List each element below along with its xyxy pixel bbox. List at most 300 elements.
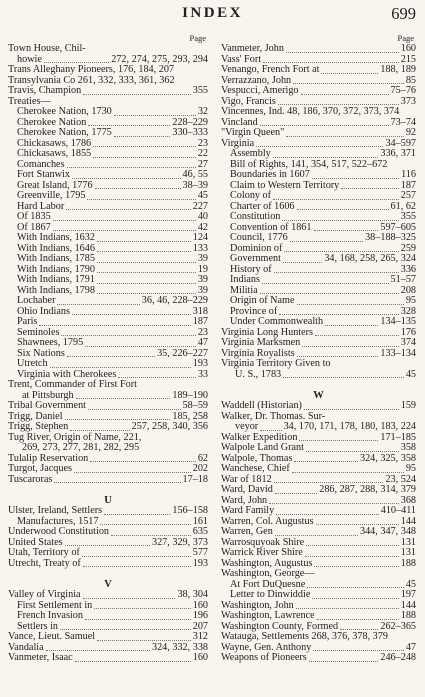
entry-label: Boundaries in 1607: [230, 169, 310, 180]
entry-page-refs: 215: [400, 53, 416, 65]
entry-label: Lochaber: [17, 295, 56, 306]
index-entry: [8, 44, 208, 55]
dot-leader: [316, 524, 399, 525]
entry-label: History of: [230, 263, 272, 275]
entry-page-refs: 47: [405, 641, 416, 653]
dot-leader: [274, 272, 399, 273]
index-entry: [8, 527, 208, 538]
entry-label: Vincland: [221, 116, 258, 128]
entry-page-refs: 228–229: [172, 116, 208, 128]
entry-page-refs: 116: [401, 169, 416, 180]
index-entry: [8, 317, 208, 328]
dot-leader: [307, 587, 404, 588]
index-entry: [8, 401, 208, 412]
entry-label: Washington, George—: [221, 568, 315, 579]
index-entry: [8, 149, 208, 160]
entry-label: Paris: [17, 316, 38, 327]
index-entry: [221, 443, 416, 454]
index-entry: [8, 380, 208, 391]
dot-leader: [269, 503, 399, 504]
entry-label: Washington, Lawrence: [221, 610, 315, 621]
entry-label: Tug River, Origin of Name, 221,: [8, 431, 142, 443]
entry-page-refs: 597–605: [380, 221, 416, 233]
entry-page-refs: 61, 62: [390, 200, 416, 212]
entry-label: French Invasion: [17, 610, 83, 621]
index-entry: [221, 191, 416, 202]
dot-leader: [87, 199, 195, 200]
dot-leader: [53, 220, 196, 221]
dot-leader: [341, 188, 398, 189]
entry-label: Fort Stanwix: [17, 169, 70, 180]
entry-label: Trent, Commander of First Fort: [8, 379, 137, 390]
entry-label: With Indians, 1646: [17, 242, 95, 254]
dot-leader: [75, 661, 191, 662]
index-entry: [8, 548, 208, 559]
dot-leader: [283, 262, 322, 263]
dot-leader: [94, 608, 190, 609]
entry-label: Venango, French Fort at: [221, 64, 320, 75]
index-entry: [8, 307, 208, 318]
dot-leader: [304, 409, 399, 410]
entry-page-refs: 202: [192, 463, 208, 474]
entry-label: Cherokee Nation: [17, 116, 87, 128]
entry-page-refs: 19: [197, 263, 208, 275]
index-entry: [8, 611, 208, 622]
entry-label: Charter of 1606: [230, 200, 295, 212]
dot-leader: [97, 272, 196, 273]
dot-leader: [83, 566, 191, 567]
entry-label: Province of: [230, 305, 278, 317]
entry-page-refs: 45: [197, 190, 208, 201]
entry-page-refs: 188: [400, 557, 416, 569]
entry-label: Wanchese, Chief: [221, 463, 290, 474]
entry-label: Trans Alleghany Pioneers, 176, 184, 207: [8, 64, 175, 75]
entry-label: Settlers in: [17, 620, 59, 632]
index-entry: [221, 149, 416, 160]
index-entry: [8, 128, 208, 139]
entry-label: Warren, Gen: [221, 526, 273, 537]
page-title: INDEX: [182, 5, 243, 21]
dot-leader: [290, 241, 363, 242]
dot-leader: [67, 356, 155, 357]
entry-page-refs: 160: [192, 652, 208, 663]
entry-page-refs: 34–597: [385, 137, 416, 149]
dot-leader: [44, 62, 109, 63]
entry-label: Trigg, Daniel: [8, 410, 63, 422]
dot-leader: [93, 146, 196, 147]
index-entry: [221, 485, 416, 496]
entry-page-refs: 189–190: [172, 389, 208, 401]
entry-label: Vass' Fort: [221, 53, 262, 65]
index-entry: [8, 86, 208, 97]
entry-page-refs: 259: [400, 242, 416, 254]
dot-leader: [66, 209, 190, 210]
index-entry: [8, 191, 208, 202]
entry-label: Walpole Land Grant: [221, 442, 304, 453]
dot-leader: [260, 430, 281, 431]
index-entry: [221, 359, 416, 370]
dot-leader: [297, 209, 389, 210]
dot-leader: [263, 62, 399, 63]
entry-page-refs: 39: [197, 274, 208, 285]
entry-page-refs: 227: [192, 200, 208, 212]
entry-label: Shawnees, 1795: [17, 337, 84, 348]
page-header: [0, 4, 425, 26]
entry-label: Vandalia: [8, 641, 44, 653]
dot-leader: [293, 83, 404, 84]
dot-leader: [301, 94, 389, 95]
index-entry: [221, 317, 416, 328]
dot-leader: [97, 251, 191, 252]
entry-label: With Indians, 1791: [17, 274, 95, 285]
entry-page-refs: 327, 329, 373: [151, 536, 208, 548]
entry-page-refs: 187: [400, 179, 416, 191]
entry-label: Colony of: [230, 190, 272, 201]
dot-leader: [53, 230, 196, 231]
dot-leader: [260, 293, 399, 294]
index-entry: [8, 107, 208, 118]
section-gap: [8, 485, 208, 496]
section-letter: U: [104, 494, 112, 506]
entry-label: Watauga, Settlements 268, 376, 378, 379: [221, 631, 388, 642]
entry-label: Town House, Chil-: [8, 43, 86, 54]
entry-label: Seminoles: [17, 326, 60, 338]
page-number: 699: [391, 4, 416, 23]
index-entry: [8, 338, 208, 349]
entry-page-refs: 38–188–325: [365, 232, 416, 243]
index-entry: [221, 338, 416, 349]
entry-label: With Indians, 1790: [17, 263, 95, 275]
entry-label: Washington, John: [221, 599, 294, 611]
entry-page-refs: 318: [192, 305, 208, 317]
entry-label: Walker, Dr. Thomas. Sur-: [221, 410, 326, 422]
entry-page-refs: 62: [197, 452, 208, 464]
entry-label: First Settlement in: [17, 599, 93, 611]
dot-leader: [275, 493, 317, 494]
entry-label: Indians: [230, 274, 260, 285]
index-entry: [8, 559, 208, 570]
entry-page-refs: 171–185: [380, 431, 416, 443]
entry-label: Warren, Col. Augustus: [221, 515, 314, 527]
dot-leader: [57, 304, 139, 305]
dot-leader: [83, 94, 191, 95]
entry-page-refs: 330–333: [172, 127, 208, 138]
entry-page-refs: 38–39: [182, 179, 208, 191]
dot-leader: [312, 178, 399, 179]
entry-label: Turgot, Jacques: [8, 463, 72, 474]
dot-leader: [50, 367, 191, 368]
entry-page-refs: 358: [400, 442, 416, 453]
entry-page-refs: 344, 347, 348: [359, 526, 416, 537]
index-entry: [8, 475, 208, 486]
dot-leader: [317, 619, 399, 620]
entry-page-refs: 208: [400, 284, 416, 296]
entry-page-refs: 73–74: [390, 116, 416, 128]
entry-label: Of 1835: [17, 211, 51, 222]
index-entry: [221, 86, 416, 97]
entry-label: Government: [230, 253, 281, 264]
entry-page-refs: 193: [192, 358, 208, 369]
entry-page-refs: 188: [400, 610, 416, 621]
entry-label: howie: [17, 53, 42, 65]
left-index-column: [8, 34, 208, 664]
dot-leader: [70, 430, 129, 431]
entry-page-refs: 133–134: [380, 347, 416, 359]
dot-leader: [286, 52, 399, 53]
entry-page-refs: 47: [197, 337, 208, 348]
dot-leader: [299, 440, 378, 441]
dot-leader: [314, 230, 379, 231]
entry-page-refs: 45: [405, 368, 416, 380]
entry-label: Wayne, Gen. Anthony: [221, 641, 312, 653]
entry-label: War of 1812: [221, 473, 272, 485]
entry-label: Virginia Long Hunters: [221, 326, 314, 338]
entry-label: Ohio Indians: [17, 305, 70, 317]
entry-page-refs: 336: [400, 263, 416, 275]
index-entry: [221, 653, 416, 664]
entry-page-refs: 23: [197, 137, 208, 149]
entry-label: Vanmeter, John: [221, 43, 284, 54]
dot-leader: [83, 598, 176, 599]
dot-leader: [118, 377, 195, 378]
entry-label: Utrecht, Treaty of: [8, 557, 81, 569]
entry-label: Militia: [230, 284, 258, 296]
dot-leader: [284, 251, 398, 252]
entry-page-refs: 262–365: [380, 620, 416, 632]
index-entry: [221, 44, 416, 55]
entry-label: Verrazzano, John: [221, 74, 292, 86]
entry-label: Constitution: [230, 211, 281, 222]
index-entry: [221, 569, 416, 580]
index-entry: [8, 170, 208, 181]
dot-leader: [262, 283, 389, 284]
entry-label: Virginia Territory Given to: [221, 358, 331, 369]
dot-leader: [297, 356, 379, 357]
entry-label: Warrick River Shire: [221, 547, 303, 558]
dot-leader: [294, 461, 358, 462]
dot-leader: [312, 598, 398, 599]
entry-label: Utah, Territory of: [8, 547, 80, 558]
entry-page-refs: 286, 287, 288, 314, 379: [319, 484, 416, 495]
entry-label: Virginia with Cherokees: [17, 368, 117, 380]
dot-leader: [260, 125, 389, 126]
entry-label: Great Island, 1776: [17, 179, 93, 191]
entry-page-refs: 34, 170, 171, 178, 180, 183, 224: [283, 421, 416, 432]
index-entry: [8, 653, 208, 664]
entry-page-refs: 85: [405, 74, 416, 86]
entry-label: Chickasaws, 1786: [17, 137, 92, 149]
entry-page-refs: 196: [192, 610, 208, 621]
entry-label: Bill of Rights, 141, 354, 517, 522–672: [230, 158, 388, 170]
dot-leader: [302, 346, 398, 347]
dot-leader: [85, 346, 196, 347]
dot-leader: [93, 157, 196, 158]
index-entry: [221, 170, 416, 181]
entry-page-refs: 42: [197, 221, 208, 233]
entry-label: With Indians, 1798: [17, 284, 95, 296]
index-entry: [8, 275, 208, 286]
entry-page-refs: 188, 189: [380, 64, 416, 75]
dot-leader: [279, 314, 398, 315]
dot-leader: [305, 556, 399, 557]
entry-label: Origin of Name: [230, 295, 295, 306]
entry-label: Virginia Royalists: [221, 347, 295, 359]
index-entry: [8, 590, 208, 601]
index-entry: [8, 296, 208, 307]
dot-leader: [321, 73, 378, 74]
entry-page-refs: 193: [192, 557, 208, 569]
entry-page-refs: 373: [400, 95, 416, 107]
index-entry: [221, 233, 416, 244]
index-entry: [221, 296, 416, 307]
dot-leader: [296, 608, 399, 609]
dot-leader: [97, 241, 191, 242]
section-letter: V: [104, 578, 112, 590]
entry-page-refs: 187: [192, 316, 208, 327]
dot-leader: [278, 104, 399, 105]
entry-label: Tulalip Reservation: [8, 452, 89, 464]
dot-leader: [67, 167, 196, 168]
dot-leader: [286, 136, 404, 137]
dot-leader: [111, 535, 191, 536]
dot-leader: [282, 220, 398, 221]
entry-label: Ward, David: [221, 484, 273, 495]
entry-page-refs: 410–411: [380, 505, 416, 516]
entry-label: Greenville, 1795: [17, 190, 86, 201]
index-entry: [221, 611, 416, 622]
index-entry: [221, 275, 416, 286]
dot-leader: [306, 451, 399, 452]
dot-leader: [61, 335, 195, 336]
entry-label: Ward, John: [221, 494, 268, 506]
entry-label: Virginia Marksmen: [221, 337, 301, 348]
index-entry: [8, 506, 208, 517]
index-entry: [221, 422, 416, 433]
dot-leader: [39, 325, 190, 326]
dot-leader: [46, 650, 150, 651]
entry-label: Vance, Lieut. Samuel: [8, 631, 96, 642]
entry-label: "Virgin Queen": [221, 127, 285, 138]
index-entry: [221, 464, 416, 475]
index-entry: [221, 401, 416, 412]
dot-leader: [309, 661, 379, 662]
entry-label: Council, 1776: [230, 232, 288, 243]
dot-leader: [276, 514, 378, 515]
section-gap: [8, 569, 208, 580]
entry-page-refs: 635: [192, 526, 208, 537]
dot-leader: [340, 629, 378, 630]
index-entry: [221, 527, 416, 538]
index-entry: [8, 422, 208, 433]
entry-label: Washington County, Formed: [221, 620, 339, 632]
dot-leader: [100, 524, 190, 525]
entry-label: Treaties—: [8, 95, 51, 107]
dot-leader: [88, 409, 181, 410]
dot-leader: [275, 535, 358, 536]
entry-label: Travis, Champion: [8, 85, 82, 96]
entry-page-refs: 32: [197, 106, 208, 117]
dot-leader: [88, 125, 170, 126]
dot-leader: [76, 398, 171, 399]
index-entry: [8, 359, 208, 370]
entry-page-refs: 124: [192, 232, 208, 243]
entry-label: Assembly: [230, 148, 271, 159]
entry-page-refs: 36, 46, 228–229: [141, 295, 208, 306]
dot-leader: [65, 545, 150, 546]
entry-page-refs: 39: [197, 253, 208, 264]
dot-leader: [65, 419, 171, 420]
entry-label: Comanches: [17, 158, 65, 170]
dot-leader: [273, 157, 379, 158]
dot-leader: [97, 283, 196, 284]
index-entry: [221, 254, 416, 265]
index-entry: [221, 107, 416, 118]
index-entry: [221, 128, 416, 139]
entry-label: Washington, Augustus: [221, 557, 313, 569]
dot-leader: [256, 146, 383, 147]
entry-page-refs: 131: [400, 547, 416, 558]
entry-page-refs: 336, 371: [380, 148, 416, 159]
entry-page-refs: 156–158: [172, 505, 208, 516]
entry-label: Claim to Western Territory: [230, 179, 340, 191]
entry-page-refs: 131: [400, 536, 416, 548]
entry-label: Cherokee Nation, 1775: [17, 127, 112, 138]
entry-page-refs: 46, 55: [182, 169, 208, 180]
dot-leader: [325, 325, 378, 326]
dot-leader: [97, 293, 196, 294]
index-entry: [8, 464, 208, 475]
entry-page-refs: 312: [192, 631, 208, 642]
entry-page-refs: 257: [400, 190, 416, 201]
entry-label: Waddell (Historian): [221, 400, 302, 411]
dot-leader: [313, 650, 404, 651]
entry-page-refs: 159: [400, 400, 416, 411]
entry-label: Vespucci, Amerigo: [221, 85, 299, 96]
entry-label: Under Commonwealth: [230, 316, 324, 327]
entry-page-refs: 176: [400, 326, 416, 338]
dot-leader: [297, 304, 404, 305]
entry-label: United States: [8, 536, 63, 548]
dot-leader: [104, 514, 170, 515]
page-column-label: Page: [397, 33, 414, 43]
entry-label: Vigo, Francis: [221, 95, 276, 107]
entry-page-refs: 160: [400, 43, 416, 54]
entry-page-refs: 144: [400, 515, 416, 527]
entry-label: Valley of Virginia: [8, 589, 81, 600]
index-entry: [8, 632, 208, 643]
entry-label: Convention of 1861: [230, 221, 312, 233]
entry-page-refs: 374: [400, 337, 416, 348]
dot-leader: [114, 136, 171, 137]
dot-leader: [273, 199, 399, 200]
entry-label: U. S., 1783: [235, 368, 282, 380]
entry-page-refs: 35, 226–227: [157, 347, 208, 359]
entry-page-refs: 577: [192, 547, 208, 558]
section-gap: [221, 380, 416, 391]
index-entry: [8, 443, 208, 454]
entry-label: Cherokee Nation, 1730: [17, 106, 112, 117]
index-entry: [221, 212, 416, 223]
entry-page-refs: 185, 258: [172, 410, 208, 422]
entry-label: Ulster, Ireland, Settlers: [8, 505, 103, 516]
index-entry: [8, 233, 208, 244]
entry-page-refs: 355: [400, 211, 416, 222]
dot-leader: [74, 472, 191, 473]
entry-label: Transylvania Co 261, 332, 333, 361, 362: [8, 74, 175, 86]
dot-leader: [72, 178, 181, 179]
dot-leader: [85, 619, 191, 620]
entry-page-refs: 95: [405, 463, 416, 474]
